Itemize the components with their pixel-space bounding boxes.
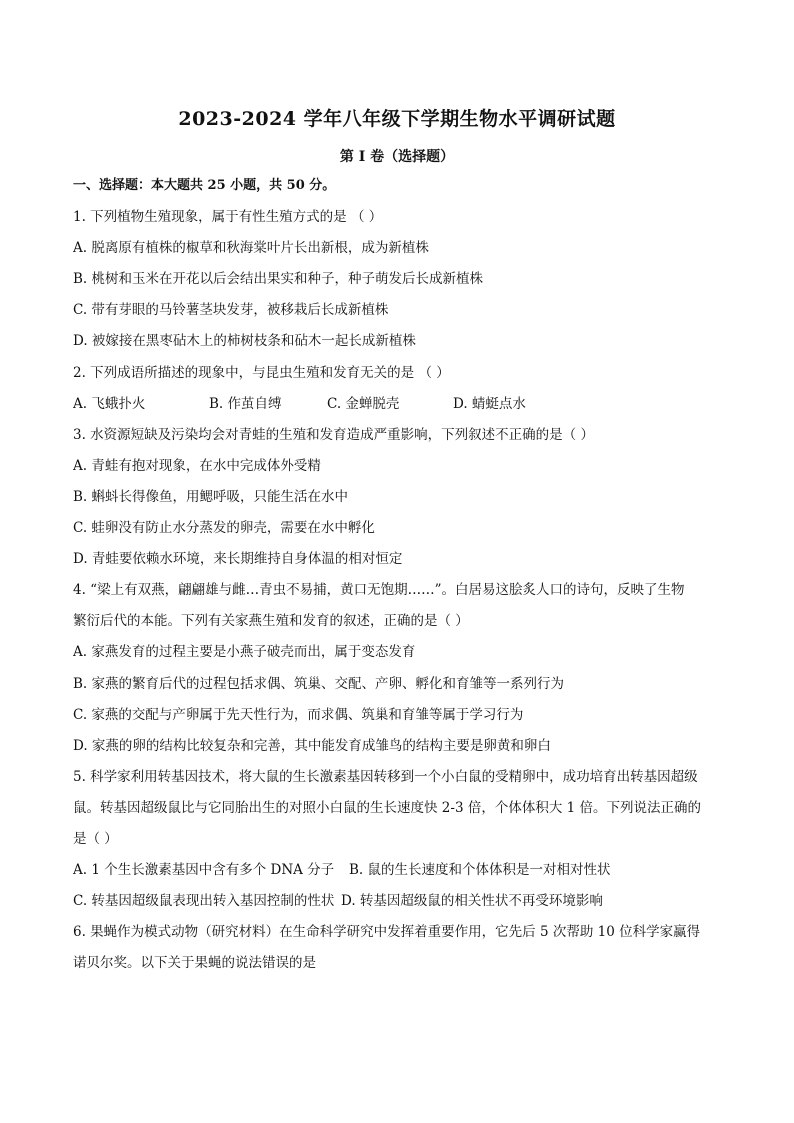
question-2-option-a: A. 飞蛾扑火 [73,395,146,412]
question-1-option-b: B. 桃树和玉米在开花以后会结出果实和种子，种子萌发后长成新植株 [73,271,484,288]
question-3-option-a: A. 青蛙有抱对现象，在水中完成体外受精 [73,457,321,474]
question-1-option-d: D. 被嫁接在黑枣砧木上的柿树枝条和砧木一起长成新植株 [73,333,416,350]
question-6-stem-line-1: 6. 果蝇作为模式动物（研究材料）在生命科学研究中发挥着重要作用，它先后 5 次帮助 10 位科学家赢得 [73,924,701,941]
question-2-option-c: C. 金蝉脱壳 [327,395,400,412]
question-5-option-b: B. 鼠的生长速度和个体体积是一对相对性状 [349,862,611,879]
question-1-stem: 1. 下列植物生殖现象，属于有性生殖方式的是 （ ） [73,209,383,226]
question-5-options-row-2 [73,890,723,921]
question-5-option-d: D. 转基因超级鼠的相关性状不再受环境影响 [341,893,603,910]
page-title: 2023-2024 学年八年级下学期生物水平调研试题 [178,108,616,130]
question-3-option-b: B. 蝌蚪长得像鱼，用鳃呼吸，只能生活在水中 [73,488,349,505]
question-5-options-row-1 [73,859,723,890]
question-4-stem-line-1: 4. “梁上有双燕，翩翩雄与雌…青虫不易捕，黄口无饱期……”。白居易这脍炙人口的诗句，反映了生物 [73,582,685,599]
question-2-option-d: D. 蜻蜓点水 [453,395,526,412]
question-4-option-a: A. 家燕发育的过程主要是小燕子破壳而出，属于变态发育 [73,644,416,661]
question-4-option-c: C. 家燕的交配与产卵属于先天性行为，而求偶、筑巢和育雏等属于学习行为 [73,706,524,723]
question-2-stem: 2. 下列成语所描述的现象中，与昆虫生殖和发育无关的是 （ ） [73,364,450,381]
question-4-option-b: B. 家燕的繁育后代的过程包括求偶、筑巢、交配、产卵、孵化和育雏等一系列行为 [73,675,565,692]
question-list [73,175,723,983]
question-1-option-c: C. 带有芽眼的马铃薯茎块发芽，被移栽后长成新植株 [73,302,389,319]
question-3-option-c: C. 蛙卵没有防止水分蒸发的卵壳，需要在水中孵化 [73,520,375,537]
question-5-stem-line-1: 5. 科学家利用转基因技术，将大鼠的生长激素基因转移到一个小白鼠的受精卵中，成功培育出转基因超级 [73,768,698,785]
question-6-stem-line-2: 诺贝尔奖。以下关于果蝇的说法错误的是 [73,955,316,972]
section-instructions: 一、选择题：本大题共 25 小题，共 50 分。 [73,178,336,193]
question-5-stem-line-2: 鼠。转基因超级鼠比与它同胎出生的对照小白鼠的生长速度快 2-3 倍，个体体积大 1 倍。下列说法正确的 [73,799,701,816]
question-3-option-d: D. 青蛙要依赖水环境，来长期维持自身体温的相对恒定 [73,551,403,568]
question-5-option-a: A. 1 个生长激素基因中含有多个 DNA 分子 [73,862,335,879]
question-4-option-d: D. 家燕的卵的结构比较复杂和完善，其中能发育成雏鸟的结构主要是卵黄和卵白 [73,737,551,754]
question-4-stem-line-2: 繁衍后代的本能。下列有关家燕生殖和发育的叙述，正确的是（ ） [73,613,469,630]
question-2-options [73,393,723,424]
question-3-stem: 3. 水资源短缺及污染均会对青蛙的生殖和发育造成严重影响，下列叙述不正确的是（ ） [73,426,594,443]
question-5-stem-line-3: 是（ ） [73,830,118,847]
section-heading: 第 I 卷（选择题） [339,149,455,165]
question-1-option-a: A. 脱离原有植株的椒草和秋海棠叶片长出新根，成为新植株 [73,240,429,257]
question-5-option-c: C. 转基因超级鼠表现出转入基因控制的性状 [73,893,335,910]
question-2-option-b: B. 作茧自缚 [209,395,282,412]
